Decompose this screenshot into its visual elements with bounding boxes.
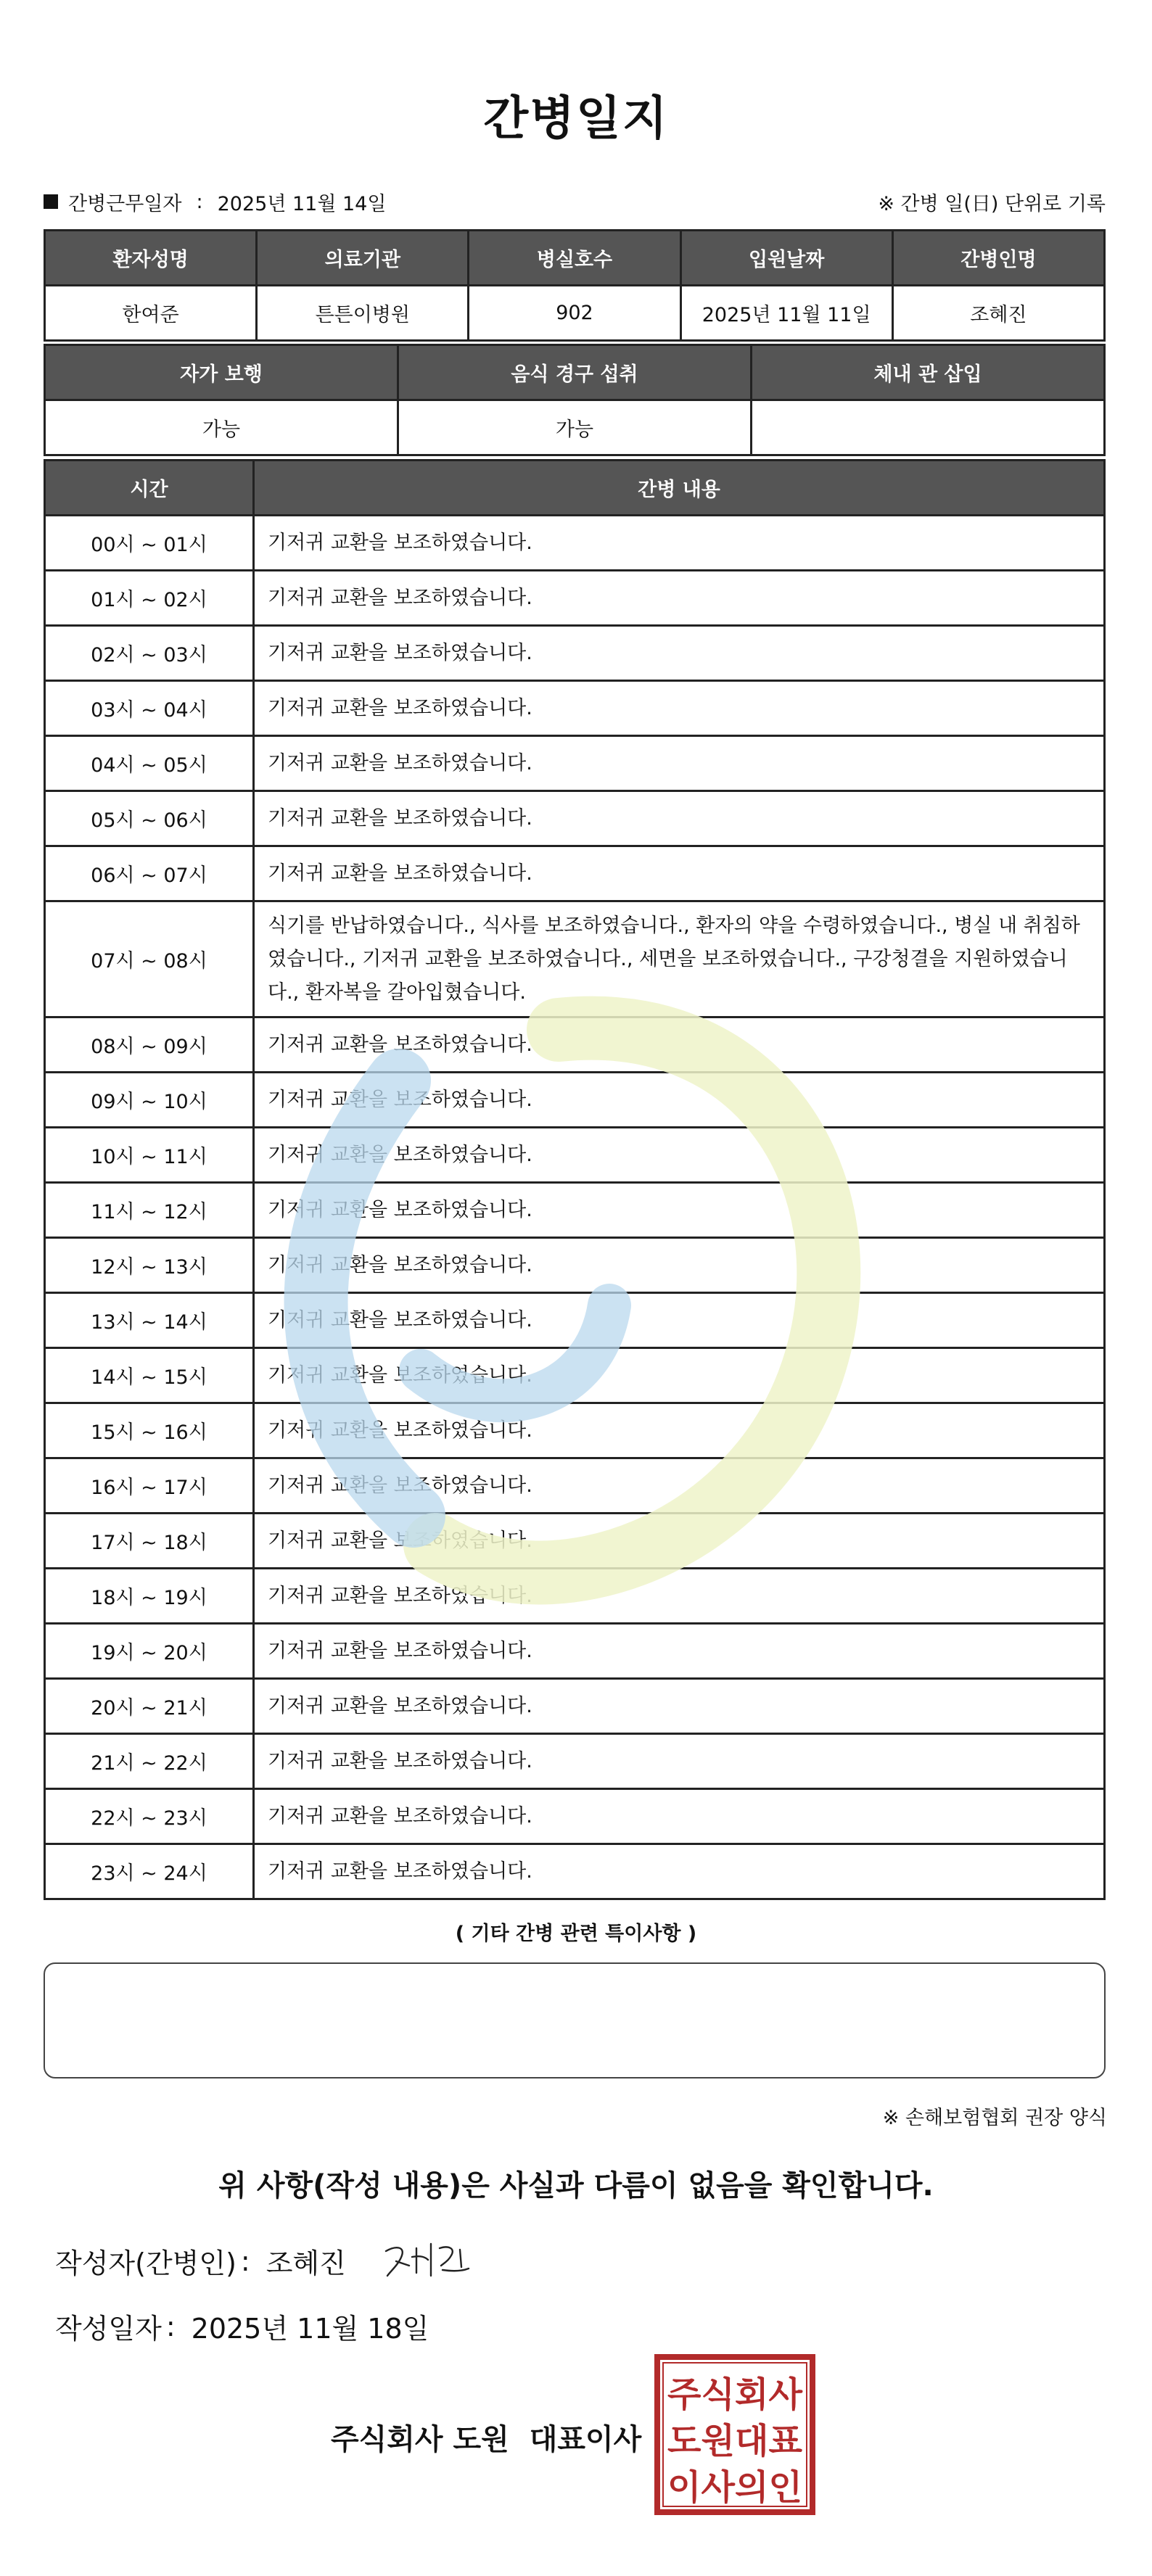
care-log-time: 04시 ~ 05시	[45, 736, 254, 791]
handwritten-signature	[380, 2235, 496, 2286]
care-log-content: 기저귀 교환을 보조하였습니다.	[254, 1073, 1105, 1128]
care-log-content: 기저귀 교환을 보조하였습니다.	[254, 1403, 1105, 1458]
caregiver-name: 조혜진	[892, 286, 1104, 341]
header-caregiver-name: 간병인명	[892, 231, 1104, 286]
care-log-row	[45, 1789, 1105, 1844]
svg-text:주식회사: 주식회사	[667, 2374, 803, 2415]
care-log-row	[45, 516, 1105, 571]
record-unit-note: ※ 간병 일(日) 단위로 기록	[878, 192, 1106, 215]
oral-intake-value: 가능	[398, 400, 752, 455]
care-log-time: 03시 ~ 04시	[45, 681, 254, 736]
document-title: 간병일지	[483, 92, 669, 146]
recommended-form-note: ※ 손해보험협회 권장 양식	[882, 2107, 1107, 2129]
care-log-content: 기저귀 교환을 보조하였습니다.	[254, 736, 1105, 791]
care-log-time: 01시 ~ 02시	[45, 571, 254, 626]
care-log-row	[45, 1569, 1105, 1624]
care-log-time: 02시 ~ 03시	[45, 626, 254, 681]
care-log-row	[45, 1679, 1105, 1734]
written-date-value: 2025년 11월 18일	[191, 2313, 429, 2345]
care-log-row	[45, 1734, 1105, 1789]
care-log-time: 12시 ~ 13시	[45, 1238, 254, 1293]
care-log-time: 13시 ~ 14시	[45, 1293, 254, 1348]
care-log-time: 06시 ~ 07시	[45, 846, 254, 901]
written-date-label: 작성일자	[55, 2313, 162, 2345]
care-log-row	[45, 626, 1105, 681]
care-log-content: 기저귀 교환을 보조하였습니다.	[254, 1514, 1105, 1569]
care-log-row	[45, 1293, 1105, 1348]
care-log-content: 식기를 반납하였습니다., 식사를 보조하였습니다., 환자의 약을 수령하였습니다., 병실 내 취침하였습니다., 기저귀 교환을 보조하였습니다., 세면을 보조하였습니다., 구강청결을 지원하였습니다., 환자복을 갈아입혔습니다.	[254, 901, 1105, 1017]
care-log-time: 14시 ~ 15시	[45, 1348, 254, 1403]
care-log-header-row	[45, 461, 1105, 516]
header-hospital: 의료기관	[257, 231, 469, 286]
work-date-value: 2025년 11월 14일	[217, 192, 387, 215]
care-log-time: 19시 ~ 20시	[45, 1624, 254, 1679]
header-admission-date: 입원날짜	[680, 231, 892, 286]
colon-separator: :	[165, 2310, 176, 2342]
care-log-content: 기저귀 교환을 보조하였습니다.	[254, 1844, 1105, 1899]
patient-info-table	[44, 229, 1106, 342]
care-log-row	[45, 681, 1105, 736]
writer-label: 작성자(간병인)	[55, 2247, 236, 2279]
care-log-time: 23시 ~ 24시	[45, 1844, 254, 1899]
care-log-content: 기저귀 교환을 보조하였습니다.	[254, 626, 1105, 681]
company-seal-stamp	[653, 2353, 817, 2517]
care-log-content: 기저귀 교환을 보조하였습니다.	[254, 1458, 1105, 1514]
care-log-content: 기저귀 교환을 보조하였습니다.	[254, 1017, 1105, 1073]
care-log-row	[45, 1073, 1105, 1128]
company-signature-line	[331, 2416, 641, 2458]
work-date-label: 간병근무일자	[68, 192, 182, 215]
care-log-table	[44, 459, 1106, 1900]
care-log-content: 기저귀 교환을 보조하였습니다.	[254, 1293, 1105, 1348]
colon-separator: :	[240, 2245, 250, 2277]
patient-info-value-row	[45, 286, 1105, 341]
care-log-content: 기저귀 교환을 보조하였습니다.	[254, 1569, 1105, 1624]
black-square-icon	[44, 194, 58, 209]
self-walking-value: 가능	[45, 400, 398, 455]
care-log-content: 기저귀 교환을 보조하였습니다.	[254, 681, 1105, 736]
writer-name: 조혜진	[266, 2247, 346, 2279]
care-log-row	[45, 1128, 1105, 1183]
hospital-name: 튼튼이병원	[257, 286, 469, 341]
care-log-time: 18시 ~ 19시	[45, 1569, 254, 1624]
care-log-time: 15시 ~ 16시	[45, 1403, 254, 1458]
care-log-content: 기저귀 교환을 보조하였습니다.	[254, 1348, 1105, 1403]
care-log-time: 10시 ~ 11시	[45, 1128, 254, 1183]
care-log-time: 17시 ~ 18시	[45, 1514, 254, 1569]
care-log-row	[45, 1844, 1105, 1899]
care-log-row	[45, 1348, 1105, 1403]
care-log-row	[45, 846, 1105, 901]
header-room-number: 병실호수	[469, 231, 680, 286]
header-patient-name: 환자성명	[45, 231, 257, 286]
care-log-time: 08시 ~ 09시	[45, 1017, 254, 1073]
confirmation-statement: 위 사항(작성 내용)은 사실과 다름이 없음을 확인합니다.	[218, 2169, 934, 2203]
care-log-content: 기저귀 교환을 보조하였습니다.	[254, 1789, 1105, 1844]
care-log-row	[45, 736, 1105, 791]
care-log-row	[45, 791, 1105, 846]
care-log-time: 20시 ~ 21시	[45, 1679, 254, 1734]
special-notes-title: ( 기타 간병 관련 특이사항 )	[455, 1923, 697, 1945]
patient-name: 한여준	[45, 286, 257, 341]
patient-status-table	[44, 344, 1106, 456]
care-log-time: 22시 ~ 23시	[45, 1789, 254, 1844]
care-log-row	[45, 1458, 1105, 1514]
company-name: 주식회사 도원	[331, 2423, 509, 2456]
header-care-content: 간병 내용	[254, 461, 1105, 516]
care-log-content: 기저귀 교환을 보조하였습니다.	[254, 571, 1105, 626]
care-log-content: 기저귀 교환을 보조하였습니다.	[254, 1624, 1105, 1679]
care-log-content: 기저귀 교환을 보조하였습니다.	[254, 1128, 1105, 1183]
svg-text:도원대표: 도원대표	[667, 2421, 803, 2461]
care-log-time: 11시 ~ 12시	[45, 1183, 254, 1238]
care-log-row	[45, 1624, 1105, 1679]
care-log-row	[45, 1403, 1105, 1458]
meta-row	[44, 187, 1106, 216]
header-self-walking: 자가 보행	[45, 345, 398, 400]
care-log-row	[45, 1514, 1105, 1569]
admission-date: 2025년 11월 11일	[680, 286, 892, 341]
care-log-time: 09시 ~ 10시	[45, 1073, 254, 1128]
colon-separator: :	[196, 190, 203, 213]
care-log-time: 05시 ~ 06시	[45, 791, 254, 846]
care-log-body	[45, 516, 1105, 1899]
care-log-content: 기저귀 교환을 보조하였습니다.	[254, 1238, 1105, 1293]
care-log-content: 기저귀 교환을 보조하였습니다.	[254, 1183, 1105, 1238]
care-log-time: 16시 ~ 17시	[45, 1458, 254, 1514]
written-date-line	[55, 2306, 429, 2346]
tube-insertion-value	[752, 400, 1105, 455]
patient-info-header-row	[45, 231, 1105, 286]
care-log-content: 기저귀 교환을 보조하였습니다.	[254, 846, 1105, 901]
room-number: 902	[469, 286, 680, 341]
header-tube-insertion: 체내 관 삽입	[752, 345, 1105, 400]
header-oral-intake: 음식 경구 섭취	[398, 345, 752, 400]
care-log-content: 기저귀 교환을 보조하였습니다.	[254, 516, 1105, 571]
writer-line	[55, 2241, 346, 2281]
company-title: 대표이사	[529, 2423, 642, 2456]
care-log-row	[45, 571, 1105, 626]
care-log-time: 07시 ~ 08시	[45, 901, 254, 1017]
care-log-content: 기저귀 교환을 보조하였습니다.	[254, 1679, 1105, 1734]
svg-text:이사의인: 이사의인	[667, 2467, 802, 2508]
care-log-content: 기저귀 교환을 보조하였습니다.	[254, 1734, 1105, 1789]
care-log-row	[45, 901, 1105, 1017]
care-log-row	[45, 1238, 1105, 1293]
work-date	[44, 188, 386, 216]
patient-status-value-row	[45, 400, 1105, 455]
patient-status-header-row	[45, 345, 1105, 400]
care-log-time: 00시 ~ 01시	[45, 516, 254, 571]
special-notes-box	[44, 1962, 1106, 2078]
header-time: 시간	[45, 461, 254, 516]
care-log-time: 21시 ~ 22시	[45, 1734, 254, 1789]
care-log-content: 기저귀 교환을 보조하였습니다.	[254, 791, 1105, 846]
care-log-row	[45, 1017, 1105, 1073]
care-log-row	[45, 1183, 1105, 1238]
